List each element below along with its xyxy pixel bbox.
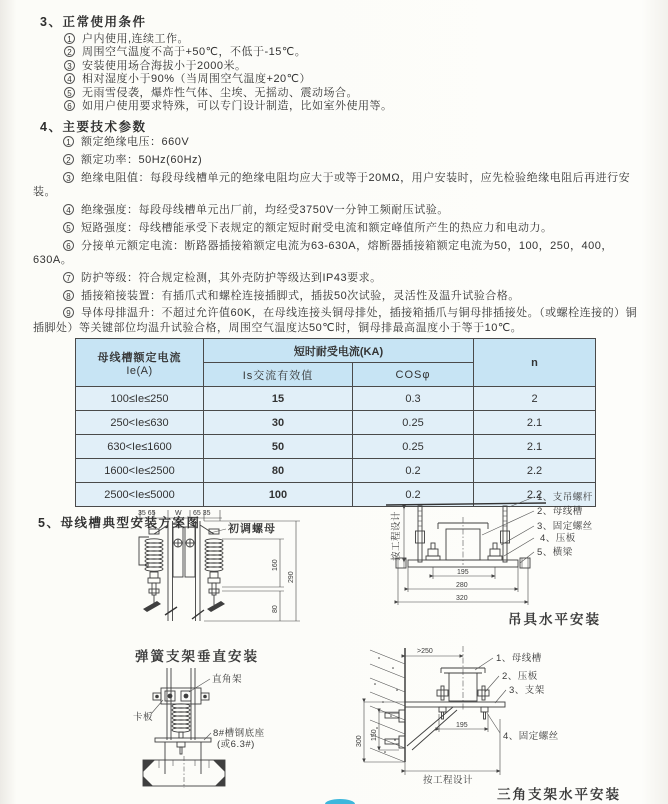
cell-cos: 0.3 (353, 387, 474, 411)
list-item (33, 153, 639, 168)
table-header-line2: Ie(A) (126, 364, 153, 377)
dim-150: 150 (371, 729, 378, 741)
item-number: 4 (64, 73, 75, 84)
spring-vertical-drawing (85, 648, 335, 804)
cell-cos: 0.2 (353, 459, 474, 483)
clamp-label: 卡板 (133, 712, 154, 723)
table-subheader-is: Is交流有效值 (204, 363, 353, 387)
dim-290: 290 (288, 571, 295, 583)
cell-is: 100 (204, 483, 353, 507)
diagram-triangle-horizontal (355, 640, 668, 804)
cell-is: 30 (204, 411, 353, 435)
coil-spring-left (145, 539, 163, 571)
item-number: 2 (64, 46, 75, 57)
item-text: 插接箱接装置：有插爪式和螺栓连接插脚式，插拔50次试验，灵活性及温升试验合格。 (81, 289, 520, 302)
item-number: 2 (63, 154, 74, 165)
item-number: 1 (63, 136, 74, 147)
item-text: 短路强度：母线槽能承受下表规定的额定短时耐受电流和额定峰值所产生的热应力和电动力。 (81, 221, 553, 234)
table-header-n: n (474, 339, 596, 387)
table-row (76, 435, 596, 459)
triangle-caption: 三角支架水平安装 (497, 787, 621, 802)
item-number: 7 (63, 272, 74, 283)
dim-gt250: >250 (417, 648, 433, 655)
cell-n: 2.2 (474, 459, 596, 483)
item-text: 额定功率：50Hz(60Hz) (81, 153, 203, 166)
item-number: 6 (64, 100, 75, 111)
dim-195: 195 (456, 722, 468, 729)
initial-nut-drawing (110, 503, 320, 653)
dim-195: 195 (457, 569, 469, 576)
dim-w: W (175, 510, 182, 517)
item-text: 无雨雪侵袭，爆炸性气体、尘埃、无摇动、震动场合。 (82, 86, 358, 99)
diagram-spring-vertical (85, 648, 335, 804)
spring-vertical-caption: 弹簧支架垂直安装 (135, 649, 259, 664)
base-label-2: (或6.3#) (217, 739, 255, 750)
item-text: 防护等级：符合规定检测，其外壳防护等级达到IP43要求。 (81, 271, 382, 284)
hanger-label-1: 1、支吊螺杆 (537, 492, 593, 503)
item-number: 5 (63, 222, 74, 233)
dim-engineering: 按工程设计 (391, 510, 402, 561)
coil-spring (172, 704, 190, 732)
cell-is: 80 (204, 459, 353, 483)
hanger-label-4: 4、压板 (540, 533, 576, 544)
page-bottom-logo-mark (325, 799, 355, 804)
coil-spring-right (205, 539, 223, 571)
table-row (76, 459, 596, 483)
rated-current-table (75, 338, 596, 507)
item-text: 如用户使用要求特殊，可以专门设计制造，比如室外使用等。 (82, 100, 393, 113)
item-number: 3 (64, 60, 75, 71)
dim-35-65-left: 35 65 (138, 510, 156, 517)
list-item (64, 33, 624, 46)
table-header-withstand-current: 短时耐受电流(KA) (204, 339, 474, 363)
cell-cos: 0.25 (353, 411, 474, 435)
item-text: 绝缘强度：每段母线槽单元出厂前，均经受3750V一分钟工频耐压试验。 (81, 203, 449, 216)
dim-80: 80 (272, 605, 279, 613)
cell-is: 15 (204, 387, 353, 411)
triangle-label-2: 2、压板 (502, 671, 538, 682)
list-item (64, 46, 624, 59)
list-item (33, 289, 639, 304)
item-text: 绝缘电阻值：每段母线槽单元的绝缘电阻均应大于或等于20MΩ，用户安装时，应先检验绝缘电阻后再进行安装。 (33, 171, 631, 199)
bracket-label: 直角架 (212, 674, 243, 685)
item-number: 4 (63, 204, 74, 215)
item-text: 户内使用,连续工作。 (82, 33, 190, 45)
item-number: 8 (63, 290, 74, 301)
cell-n: 2.1 (474, 411, 596, 435)
cell-n: 2 (474, 387, 596, 411)
triangle-label-4: 4、固定螺丝 (503, 731, 559, 742)
item-number: 3 (63, 172, 74, 183)
triangle-drawing (355, 640, 668, 804)
table-row (76, 387, 596, 411)
list-item (64, 100, 624, 113)
dim-engineering: 按工程设计 (423, 775, 474, 786)
list-item (33, 271, 639, 286)
list-item (64, 87, 624, 100)
base-label-1: 8#槽钢底座 (213, 728, 265, 739)
table-row (76, 411, 596, 435)
cell-range: 2500<Ie≤5000 (76, 483, 204, 507)
section4-heading: 4、主要技术参数 (40, 120, 147, 134)
table-header-rated-current (76, 339, 204, 387)
diagram-initial-nut (110, 503, 320, 658)
wall-hatch (370, 650, 405, 762)
cell-cos: 0.2 (353, 483, 474, 507)
list-item (64, 73, 624, 86)
hanger-label-5: 5、横梁 (537, 547, 573, 558)
cell-n: 2.2 (474, 483, 596, 507)
initial-nut-label: 初调螺母 (228, 523, 276, 535)
item-number: 9 (63, 307, 74, 318)
list-item (33, 306, 639, 335)
section3-heading: 3、正常使用条件 (40, 15, 147, 29)
list-item (33, 239, 639, 268)
dim-300: 300 (356, 735, 363, 747)
item-number: 5 (64, 87, 75, 98)
item-text: 周围空气温度不高于+50℃，不低于-15℃。 (82, 46, 307, 59)
cell-range: 100≤Ie≤250 (76, 387, 204, 411)
item-text: 安装使用场合海拔小于2000米。 (82, 59, 247, 72)
cell-range: 250<Ie≤630 (76, 411, 204, 435)
table-subheader-cos: COSφ (353, 363, 474, 387)
section3-list (64, 33, 624, 113)
hanger-label-3: 3、固定螺丝 (537, 521, 593, 532)
cell-range: 630<Ie≤1600 (76, 435, 204, 459)
list-item (33, 171, 639, 200)
item-text: 相对湿度小于90%（当周围空气温度+20℃） (82, 73, 312, 86)
list-item (33, 203, 639, 218)
item-text: 额定绝缘电压：660V (81, 136, 190, 148)
list-item (64, 60, 624, 73)
dim-65-35-right: 65 35 (193, 510, 211, 517)
hanger-label-2: 2、母线槽 (537, 506, 583, 517)
dim-320: 320 (456, 595, 468, 602)
table-header-line1: 母线槽额定电流 (97, 351, 182, 364)
dim-160: 160 (272, 559, 279, 571)
item-number: 6 (63, 240, 74, 251)
cell-cos: 0.25 (353, 435, 474, 459)
list-item (33, 221, 639, 236)
hanger-caption: 吊具水平安装 (508, 612, 601, 627)
cell-is: 50 (204, 435, 353, 459)
diagram-hanger-horizontal (370, 483, 668, 653)
hanger-drawing (370, 483, 668, 648)
item-number: 1 (64, 33, 75, 44)
item-text: 分接单元额定电流：断路器插接箱额定电流为63-630A，熔断器插接箱额定电流为50，100，250，400，630A。 (33, 239, 613, 267)
section5-heading: 5、母线槽典型安装方案图 (38, 516, 201, 530)
list-item (33, 135, 639, 150)
triangle-label-1: 1、母线槽 (496, 653, 542, 664)
dim-280: 280 (456, 582, 468, 589)
section4-list (33, 135, 639, 339)
item-text: 导体母排温升：不超过允许值60K，在母线连接头铜母排处，插接箱插爪与铜母排插接处。（或螺栓连接的）铜插脚处）等关键部位均温升试验合格，周围空气温度达50℃时，铜母排最高温度小于等于10℃。 (33, 307, 638, 335)
triangle-label-3: 3、支架 (509, 685, 545, 696)
cell-n: 2.1 (474, 435, 596, 459)
cell-range: 1600<Ie≤2500 (76, 459, 204, 483)
